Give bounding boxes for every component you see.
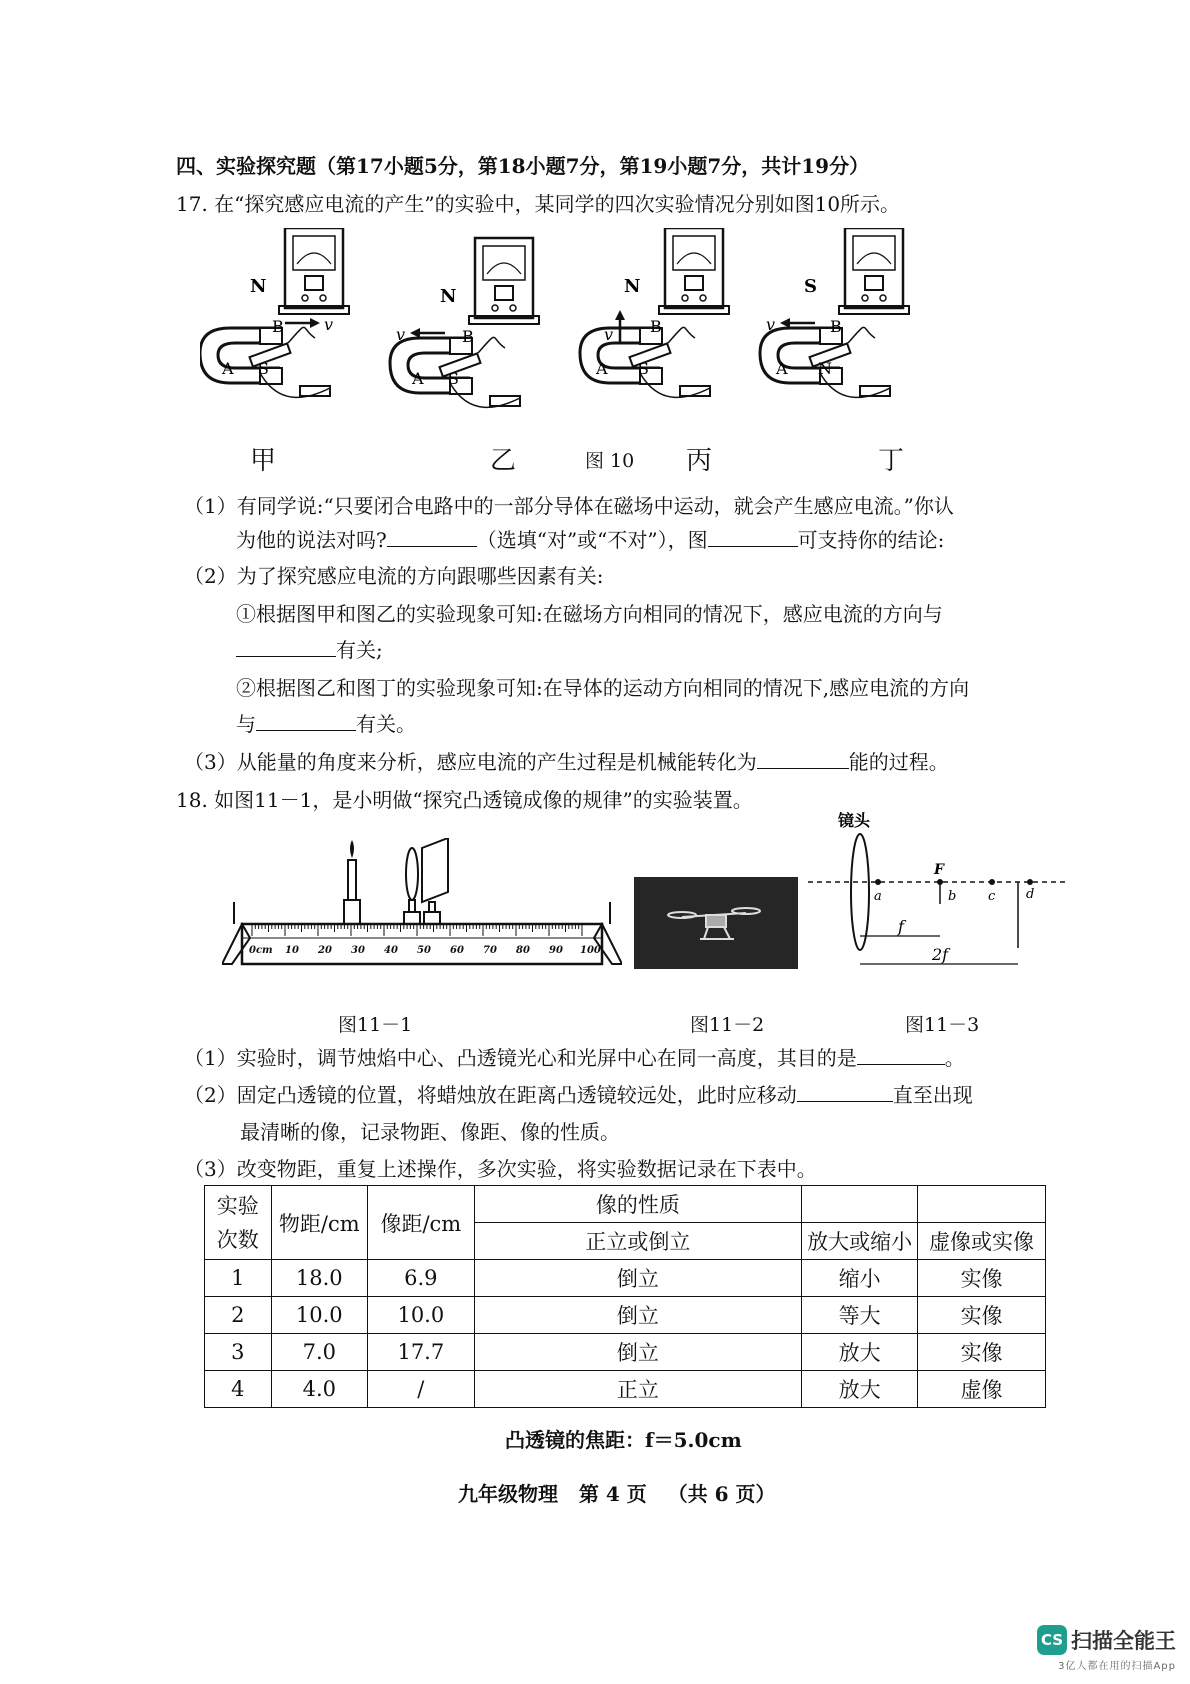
text: （3）从能量的角度来分析，感应电流的产生过程是机械能转化为 [184,750,757,774]
results-table [204,1185,1046,1408]
q17-p2-line1: （2）为了探究感应电流的方向跟哪些因素有关: [184,564,604,588]
cell-u: 18.0 [271,1260,368,1297]
text: （2）固定凸透镜的位置，将蜡烛放在距离凸透镜较远处，此时应移动 [184,1083,797,1107]
answer-blank[interactable] [797,1081,893,1102]
header-orientation: 正立或倒立 [474,1223,802,1260]
q18-p2-line2: 最清晰的像，记录物距、像距、像的性质。 [240,1120,620,1144]
label: B [650,317,662,336]
text: 可支持你的结论: [797,528,945,552]
table-row [205,1371,1046,1408]
q17-p2-sub2-line1: ②根据图乙和图丁的实验现象可知:在导体的运动方向相同的情况下,感应电流的方向 [236,676,970,700]
header-size: 放大或缩小 [802,1223,918,1260]
label: v [324,315,334,334]
label: S [638,359,649,378]
ruler-tick-label: 20 [318,945,332,956]
cs-logo-icon: CS [1037,1625,1067,1655]
header-image-distance: 像距/cm [368,1186,474,1260]
cell-orient: 倒立 [474,1297,802,1334]
cell-v: 6.9 [368,1260,474,1297]
text: 能的过程。 [848,750,949,774]
ruler-tick-label: 100 [580,945,601,956]
scanner-watermark [1037,1625,1176,1672]
label: c [988,889,996,904]
q17-p2-sub1-line2 [236,636,383,664]
ruler-tick-label: 40 [384,945,398,956]
label: f [898,917,904,936]
text: 与 [236,712,256,736]
q18-p2-line1 [184,1081,973,1109]
page-footer: 九年级物理 第 4 页 （共 6 页） [458,1482,776,1506]
header-empty [802,1186,918,1223]
cell-orient: 倒立 [474,1334,802,1371]
figure-11-1 [222,838,622,998]
q17-stem: 17. 在“探究感应电流的产生”的实验中，某同学的四次实验情况分别如图10所示。 [176,192,901,216]
ruler-labels [249,945,649,959]
cell-type: 实像 [918,1260,1046,1297]
q17-p2-sub1-line1: ①根据图甲和图乙的实验现象可知:在磁场方向相同的情况下，感应电流的方向与 [236,602,943,626]
cell-trial: 1 [205,1260,272,1297]
answer-blank[interactable] [256,710,356,731]
q17-p1-line2 [236,526,944,554]
table-row [205,1334,1046,1371]
section-title: 四、实验探究题（第17小题5分，第18小题7分，第19小题7分，共计19分） [176,154,870,178]
header-object-distance: 物距/cm [271,1186,368,1260]
cell-size: 缩小 [802,1260,918,1297]
label: S [448,369,459,388]
fig11-1-caption: 图11－1 [338,1014,413,1036]
q17-p2-sub2-line2 [236,710,416,738]
q17-p3 [184,748,949,776]
cell-v: / [368,1371,474,1408]
text: 有关; [336,638,383,662]
cell-trial: 3 [205,1334,272,1371]
label: v [766,315,776,334]
label: d [1026,887,1035,902]
label: A [222,359,234,378]
watermark-subtitle: 3亿人都在用的扫描App [1058,1661,1176,1672]
diagram-yi [390,238,539,407]
ruler-tick-label: 60 [450,945,464,956]
text: 为他的说法对吗? [236,528,387,552]
header-type: 虚像或实像 [918,1223,1046,1260]
text: 实验 [216,1193,259,1218]
cell-size: 放大 [802,1334,918,1371]
fig10-caption: 图 10 [585,450,635,472]
label: N [250,276,267,297]
text: 直至出现 [892,1083,973,1107]
answer-blank[interactable] [236,636,336,657]
q17-p1-line1: （1）有同学说:“只要闭合电路中的一部分导体在磁场中运动，就会产生感应电流。”你认 [184,494,954,518]
label: A [776,359,788,378]
header-empty [918,1186,1046,1223]
cell-type: 虚像 [918,1371,1046,1408]
figure-11-2-photo [634,877,798,969]
cell-type: 实像 [918,1297,1046,1334]
label: B [462,327,474,346]
label: 镜头 [838,811,871,830]
answer-blank[interactable] [387,526,477,547]
header-trial [205,1186,272,1260]
q18-p1 [184,1044,965,1072]
cell-orient: 正立 [474,1371,802,1408]
text: 有关。 [356,712,416,736]
label: b [948,889,957,904]
fig-label-jia: 甲 [250,446,277,476]
ruler-tick-label: 90 [549,945,563,956]
cell-trial: 2 [205,1297,272,1334]
table-row [205,1260,1046,1297]
header-nature: 像的性质 [474,1186,802,1223]
text: 次数 [216,1227,259,1252]
ruler-tick-label: 80 [516,945,530,956]
diagram-ding [760,228,909,397]
figure-11-3 [808,808,1098,978]
cell-u: 4.0 [271,1371,368,1408]
text: （选填“对”或“不对”），图 [476,528,708,552]
cell-type: 实像 [918,1334,1046,1371]
label: B [830,317,842,336]
cell-v: 17.7 [368,1334,474,1371]
label: N [440,286,457,307]
cell-v: 10.0 [368,1297,474,1334]
ruler-tick-label: 50 [417,945,431,956]
focal-length-note: 凸透镜的焦距：f＝5.0cm [505,1428,742,1452]
ruler-tick-label: 70 [483,945,497,956]
label: S [258,359,269,378]
label: a [874,889,882,904]
cell-orient: 倒立 [474,1260,802,1297]
fig11-3-caption: 图11－3 [905,1014,980,1036]
label: v [396,325,406,344]
label: N [818,359,832,378]
cell-size: 等大 [802,1297,918,1334]
label: S [804,276,817,297]
q18-p3: （3）改变物距，重复上述操作，多次实验，将实验数据记录在下表中。 [184,1157,817,1181]
table-row [205,1297,1046,1334]
diagram-jia [200,228,349,397]
q18-stem: 18. 如图11－1，是小明做“探究凸透镜成像的规律”的实验装置。 [176,788,753,812]
label: 2f [932,945,949,964]
fig-label-ding: 丁 [878,446,905,476]
drone-image [634,877,798,969]
text: （1）实验时，调节烛焰中心、凸透镜光心和光屏中心在同一高度，其目的是 [184,1046,857,1070]
fig11-2-caption: 图11－2 [690,1014,765,1036]
cell-trial: 4 [205,1371,272,1408]
answer-blank[interactable] [757,748,849,769]
ruler-tick-label: 10 [285,945,299,956]
table-header-row [205,1186,1046,1223]
fig-label-yi: 乙 [490,446,517,476]
cell-size: 放大 [802,1371,918,1408]
cell-u: 10.0 [271,1297,368,1334]
label: A [412,369,424,388]
label: v [604,325,614,344]
cell-u: 7.0 [271,1334,368,1371]
watermark-title: 扫描全能王 [1071,1629,1176,1653]
answer-blank[interactable] [857,1044,945,1065]
ruler-tick-label: 0cm [249,945,273,956]
text: 。 [944,1046,965,1070]
figure-10 [200,228,1080,418]
ruler-tick-label: 30 [351,945,365,956]
answer-blank[interactable] [708,526,798,547]
diagram-bing [580,228,729,397]
fig-label-bing: 丙 [686,446,713,476]
label: N [624,276,641,297]
label: A [596,359,608,378]
label: F [934,862,944,878]
label: B [272,317,284,336]
